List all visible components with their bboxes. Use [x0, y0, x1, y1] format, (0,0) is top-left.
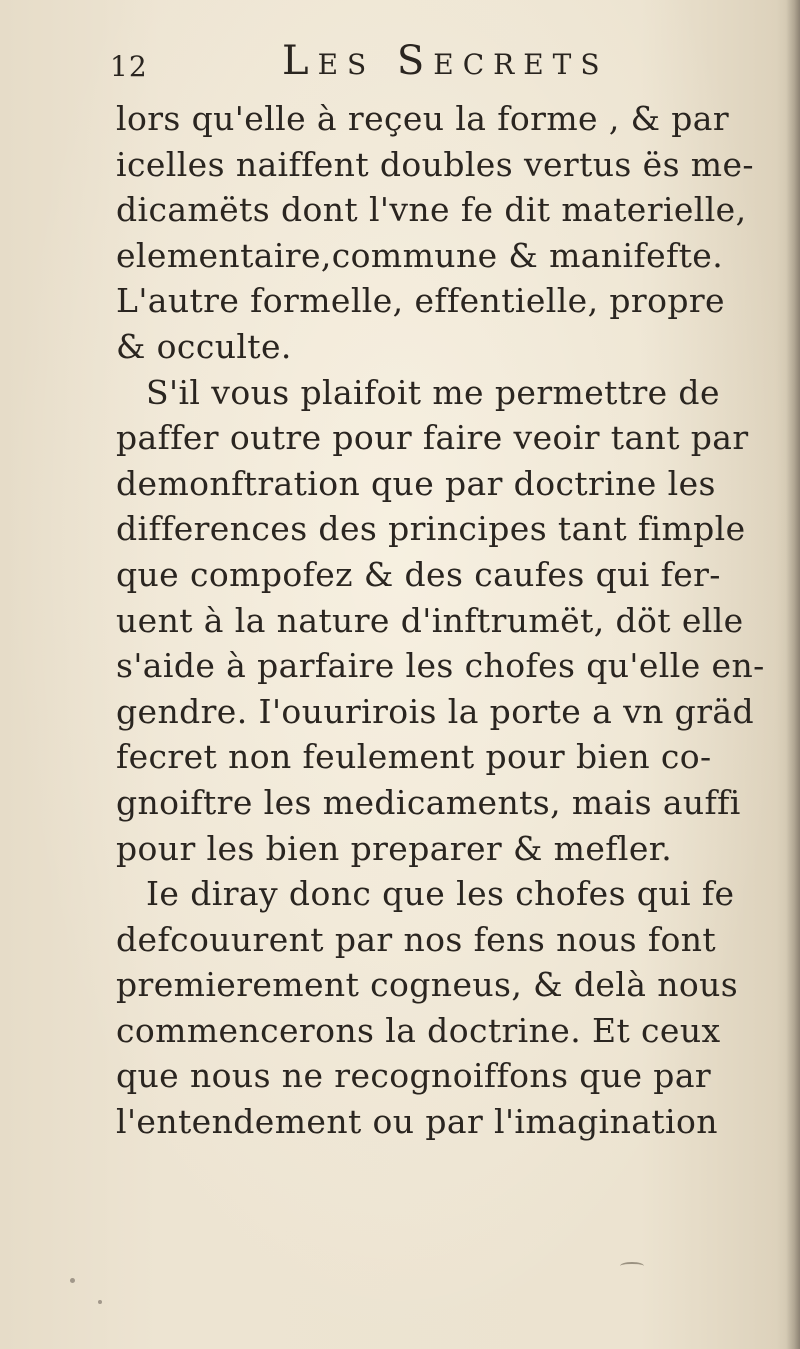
text-line: uent à la nature d'inftrumët, döt elle [116, 600, 744, 640]
ink-speck [70, 1278, 75, 1283]
text-line: elementaire,commune & manifefte. [116, 235, 724, 275]
text-line: L'autre formelle, effentielle, propre [116, 281, 725, 321]
text-line: differences des principes tant fimple [116, 509, 746, 549]
text-line: pour les bien preparer & mefler. [116, 828, 673, 868]
page-gutter-shadow [786, 0, 800, 1349]
text-line: commencerons la doctrine. Et ceux [116, 1010, 721, 1050]
text-line: premierement cogneus, & delà nous [116, 965, 739, 1005]
text-line: l'entendement ou par l'imagination [116, 1102, 718, 1142]
text-line: que compofez & des caufes qui fer- [116, 554, 721, 594]
ornament-mark [620, 1262, 644, 1270]
page-number: 12 [110, 50, 148, 83]
ink-speck [98, 1300, 102, 1304]
text-line: paffer outre pour faire veoir tant par [116, 418, 749, 458]
text-line: gnoiftre les medicaments, mais auffi [116, 782, 741, 822]
running-head: Les Secrets [282, 38, 609, 84]
text-line: demonftration que par doctrine les [116, 463, 716, 503]
text-line: defcouurent par nos fens nous font [116, 919, 717, 959]
text-line: lors qu'elle à reçeu la forme , & par [116, 99, 730, 138]
text-line: & occulte. [116, 326, 292, 366]
page-header [110, 38, 750, 88]
text-line: fecret non feulement pour bien co- [116, 737, 712, 777]
body-text [116, 96, 786, 1145]
text-line: que nous ne recognoiffons que par [116, 1056, 712, 1096]
text-line: s'aide à parfaire les chofes qu'elle en- [116, 646, 765, 686]
paragraph-start-line: S'il vous plaifoit me permettre de [146, 372, 720, 412]
text-line: gendre. I'ouurirois la porte a vn gräd [116, 691, 754, 731]
text-line: dicamëts dont l'vne fe dit materielle, [116, 190, 747, 230]
paragraph-start-line: Ie diray donc que les chofes qui fe [146, 874, 735, 914]
text-line: icelles naiffent doubles vertus ës me- [116, 144, 754, 184]
